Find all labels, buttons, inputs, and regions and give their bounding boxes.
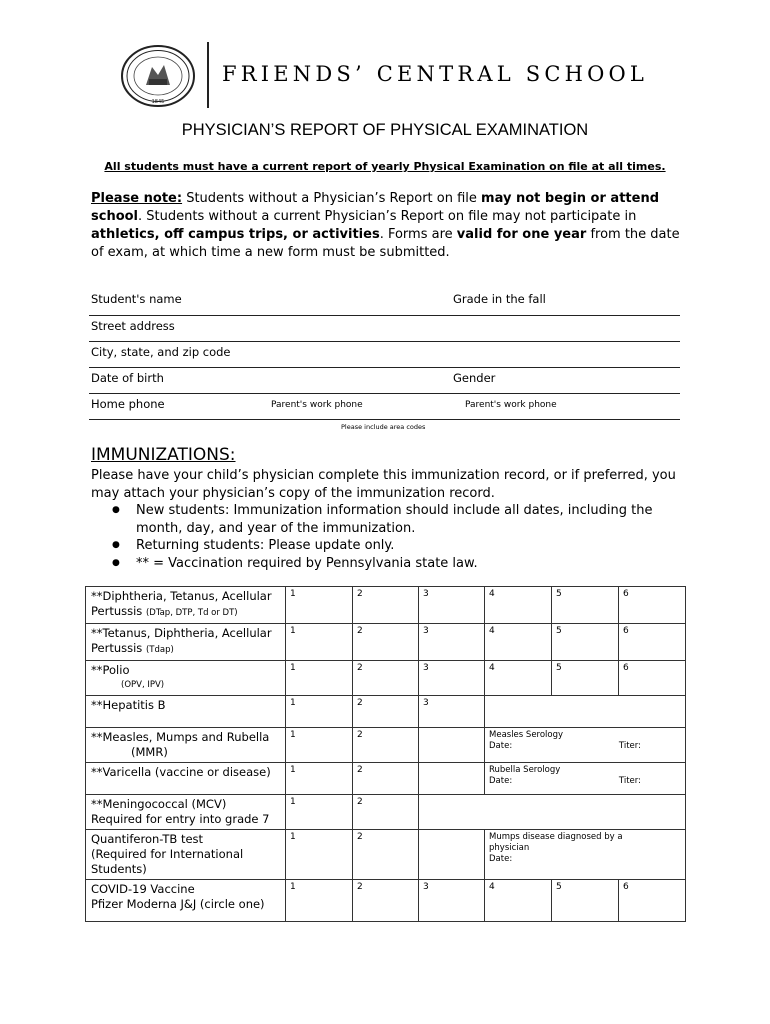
city-label: City, state, and zip code <box>91 345 231 359</box>
dtap-name: **Diphtheria, Tetanus, Acellular Pertussis <box>91 589 272 618</box>
note-text-2: . Students without a current Physician’s Report on file may not participate in <box>138 209 637 224</box>
grade-label: Grade in the fall <box>453 292 546 306</box>
dtap-name-cell <box>86 587 286 624</box>
table-row-dtap <box>86 587 686 624</box>
home-phone-label: Home phone <box>91 397 165 411</box>
table-row-varicella <box>86 763 686 795</box>
covid-name-cell <box>86 880 286 922</box>
covid-dose-4[interactable]: 4 <box>485 880 552 922</box>
note-text-4: from the date of exam, at which time a new form must be submitted. <box>91 227 680 260</box>
polio-dose-5[interactable]: 5 <box>552 661 619 696</box>
tb-sub: (Required for International Students) <box>91 847 244 876</box>
varicella-name: **Varicella (vaccine or disease) <box>91 765 271 779</box>
table-row-tdap <box>86 624 686 661</box>
hepb-dose-3[interactable]: 3 <box>419 696 485 728</box>
note-label: Please note: <box>91 191 183 206</box>
dtap-sub: (DTap, DTP, Td or DT) <box>145 608 238 618</box>
tdap-name: **Tetanus, Diphtheria, Acellular Pertussis <box>91 626 272 655</box>
note-text-3: . Forms are <box>379 227 457 242</box>
hepb-dose-1[interactable]: 1 <box>286 696 353 728</box>
street-address-label: Street address <box>91 319 175 333</box>
mmr-sub: (MMR) <box>131 745 168 759</box>
tdap-name-cell <box>86 624 286 661</box>
tb-name-cell <box>86 830 286 880</box>
polio-dose-3[interactable]: 3 <box>419 661 485 696</box>
mumps-disease-cell[interactable] <box>485 830 686 880</box>
mcv-dose-2[interactable]: 2 <box>353 795 419 830</box>
rubella-date-label: Date: <box>489 776 513 786</box>
polio-dose-6[interactable]: 6 <box>619 661 686 696</box>
note-bold-2: athletics, off campus trips, or activities <box>91 227 380 242</box>
street-address-line[interactable] <box>89 341 680 342</box>
dob-label: Date of birth <box>91 371 164 385</box>
mmr-dose-2[interactable]: 2 <box>353 728 419 763</box>
covid-dose-1[interactable]: 1 <box>286 880 353 922</box>
mmr-dose-1[interactable]: 1 <box>286 728 353 763</box>
varicella-dose-2[interactable]: 2 <box>353 763 419 795</box>
mcv-blank <box>419 795 686 830</box>
tdap-dose-3[interactable]: 3 <box>419 624 485 661</box>
school-seal-logo <box>120 45 196 107</box>
student-name-label: Student's name <box>91 292 182 306</box>
rubella-serology-cell[interactable] <box>485 763 686 795</box>
immunizations-heading: IMMUNIZATIONS: <box>91 445 236 465</box>
tb-blank <box>419 830 485 880</box>
please-note-paragraph <box>91 190 691 262</box>
dtap-dose-6[interactable]: 6 <box>619 587 686 624</box>
note-text-1: Students without a Physician’s Report on file <box>182 191 482 206</box>
dtap-dose-2[interactable]: 2 <box>353 587 419 624</box>
dtap-dose-4[interactable]: 4 <box>485 587 552 624</box>
mcv-name-cell <box>86 795 286 830</box>
gender-label: Gender <box>453 371 496 385</box>
header-divider <box>207 42 209 108</box>
dtap-dose-3[interactable]: 3 <box>419 587 485 624</box>
student-name-line[interactable] <box>89 315 680 316</box>
parent-work-phone-label-1: Parent's work phone <box>271 400 363 410</box>
tdap-dose-6[interactable]: 6 <box>619 624 686 661</box>
hepb-blank <box>485 696 686 728</box>
polio-dose-4[interactable]: 4 <box>485 661 552 696</box>
table-row-mmr <box>86 728 686 763</box>
covid-dose-6[interactable]: 6 <box>619 880 686 922</box>
dtap-dose-1[interactable]: 1 <box>286 587 353 624</box>
tb-dose-2[interactable]: 2 <box>353 830 419 880</box>
note-bold-3: valid for one year <box>456 227 587 242</box>
mcv-sub: Required for entry into grade 7 <box>91 812 270 826</box>
polio-dose-2[interactable]: 2 <box>353 661 419 696</box>
tb-dose-1[interactable]: 1 <box>286 830 353 880</box>
tdap-dose-1[interactable]: 1 <box>286 624 353 661</box>
city-line[interactable] <box>89 367 680 368</box>
mumps-disease-label: Mumps disease diagnosed by a physician <box>489 832 623 853</box>
covid-manufacturer-choice[interactable]: Pfizer Moderna J&J (circle one) <box>91 897 265 911</box>
tdap-dose-2[interactable]: 2 <box>353 624 419 661</box>
note-bold-1: may not begin or attend school <box>91 191 660 224</box>
covid-dose-3[interactable]: 3 <box>419 880 485 922</box>
mumps-date-label: Date: <box>489 854 513 864</box>
immunization-table <box>85 586 686 922</box>
polio-name-cell <box>86 661 286 696</box>
measles-serology-label: Measles Serology <box>489 730 564 740</box>
hepb-dose-2[interactable]: 2 <box>353 696 419 728</box>
dob-line[interactable] <box>89 393 680 394</box>
rubella-titer-label: Titer: <box>618 776 641 786</box>
parent-work-phone-label-2: Parent's work phone <box>465 400 557 410</box>
table-row-hepb <box>86 696 686 728</box>
bullet-new-students: ● New students: Immunization information should include all dates, including the month, day, and year of the immunization. <box>112 502 672 537</box>
varicella-name-cell <box>86 763 286 795</box>
dtap-dose-5[interactable]: 5 <box>552 587 619 624</box>
mcv-name: **Meningococcal (MCV) <box>91 797 227 811</box>
immunization-instructions <box>112 502 672 572</box>
varicella-dose-1[interactable]: 1 <box>286 763 353 795</box>
tdap-dose-5[interactable]: 5 <box>552 624 619 661</box>
measles-serology-cell[interactable] <box>485 728 686 763</box>
mmr-name-cell <box>86 728 286 763</box>
phone-line[interactable] <box>89 419 680 420</box>
hepb-name: **Hepatitis B <box>91 698 166 712</box>
svg-text:1845: 1845 <box>151 99 165 105</box>
school-name: FRIENDS’ CENTRAL SCHOOL <box>222 62 649 86</box>
covid-dose-2[interactable]: 2 <box>353 880 419 922</box>
area-codes-note: Please include area codes <box>341 423 426 431</box>
table-row-covid <box>86 880 686 922</box>
measles-date-label: Date: <box>489 741 513 751</box>
tdap-sub: (Tdap) <box>145 645 174 655</box>
polio-name: **Polio <box>91 663 130 677</box>
tb-name: Quantiferon-TB test <box>91 832 204 846</box>
tdap-dose-4[interactable]: 4 <box>485 624 552 661</box>
table-row-polio <box>86 661 686 696</box>
covid-name: COVID-19 Vaccine <box>91 882 195 896</box>
form-title: PHYSICIAN’S REPORT OF PHYSICAL EXAMINATION <box>181 121 589 139</box>
table-row-mcv <box>86 795 686 830</box>
bullet-pa-law: ● ** = Vaccination required by Pennsylvania state law. <box>112 555 672 573</box>
mmr-blank <box>419 728 485 763</box>
rubella-serology-label: Rubella Serology <box>489 765 561 775</box>
immunizations-intro: Please have your child’s physician complete this immunization record, or if preferred, you may attach your physician’s copy of the immunization record. <box>91 468 676 501</box>
polio-sub: (OPV, IPV) <box>121 680 165 690</box>
hepb-name-cell <box>86 696 286 728</box>
measles-titer-label: Titer: <box>618 741 641 751</box>
requirement-note: All students must have a current report of yearly Physical Examination on file at all times. <box>104 160 666 173</box>
bullet-returning-students: ● Returning students: Please update only. <box>112 537 672 555</box>
mcv-dose-1[interactable]: 1 <box>286 795 353 830</box>
mmr-name: **Measles, Mumps and Rubella <box>91 730 270 744</box>
table-row-tb <box>86 830 686 880</box>
polio-dose-1[interactable]: 1 <box>286 661 353 696</box>
covid-dose-5[interactable]: 5 <box>552 880 619 922</box>
varicella-blank <box>419 763 485 795</box>
